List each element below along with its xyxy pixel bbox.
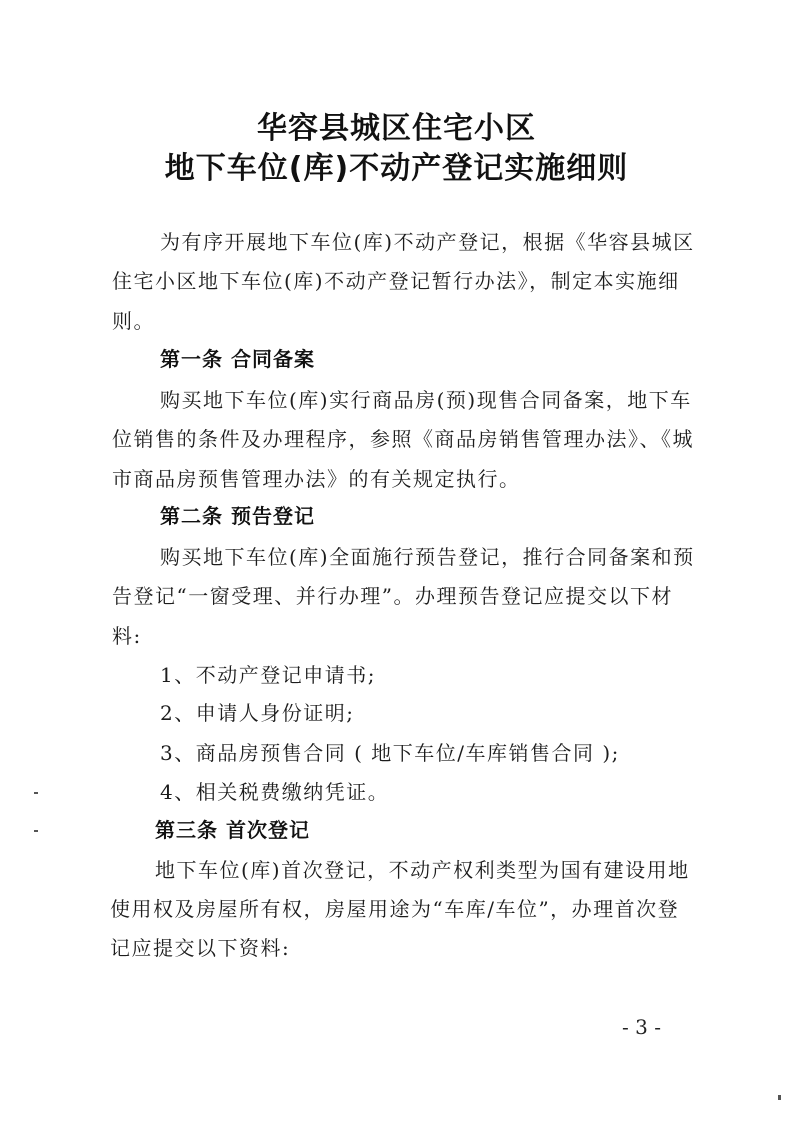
article3-line-2: 使用权及房屋所有权，房屋用途为“车库/车位”，办理首次登 (110, 897, 680, 921)
article2-line-2: 告登记“一窗受理、并行办理”。办理预告登记应提交以下材 (112, 584, 673, 608)
intro-line-2: 住宅小区地下车位(库)不动产登记暂行办法》，制定本实施细 (112, 269, 680, 293)
article2-item-3: 3、商品房预售合同 ( 地下车位/车库销售合同 ); (160, 741, 620, 765)
scan-speck (34, 792, 38, 794)
article3-line-3: 记应提交以下资料: (110, 936, 291, 960)
article2-item-4: 4、相关税费缴纳凭证。 (160, 780, 390, 804)
article2-item-1: 1、不动产登记申请书; (160, 663, 376, 687)
scan-speck (778, 1095, 781, 1100)
article2-line-1: 购买地下车位(库)全面施行预告登记，推行合同备案和预 (160, 545, 695, 569)
document-title-line2: 地下车位(库)不动产登记实施细则 (164, 151, 629, 186)
article2-line-3: 料: (112, 624, 142, 648)
article1-line-3: 市商品房预售管理办法》的有关规定执行。 (112, 467, 521, 491)
document-title-line1: 华容县城区住宅小区 (257, 111, 536, 146)
intro-line-1: 为有序开展地下车位(库)不动产登记，根据《华容县城区 (160, 230, 695, 254)
article1-heading: 第一条 合同备案 (160, 347, 315, 371)
scan-speck (34, 830, 38, 832)
article1-line-2: 位销售的条件及办理程序，参照《商品房销售管理办法》、《城 (112, 427, 694, 451)
article2-heading: 第二条 预告登记 (160, 504, 315, 528)
page-number: - 3 - (622, 1015, 661, 1039)
article3-line-1: 地下车位(库)首次登记，不动产权利类型为国有建设用地 (155, 858, 690, 882)
article3-heading: 第三条 首次登记 (155, 818, 310, 842)
intro-line-3: 则。 (112, 309, 155, 333)
article1-line-1: 购买地下车位(库)实行商品房(预)现售合同备案，地下车 (160, 388, 692, 412)
article2-item-2: 2、申请人身份证明; (160, 701, 355, 725)
